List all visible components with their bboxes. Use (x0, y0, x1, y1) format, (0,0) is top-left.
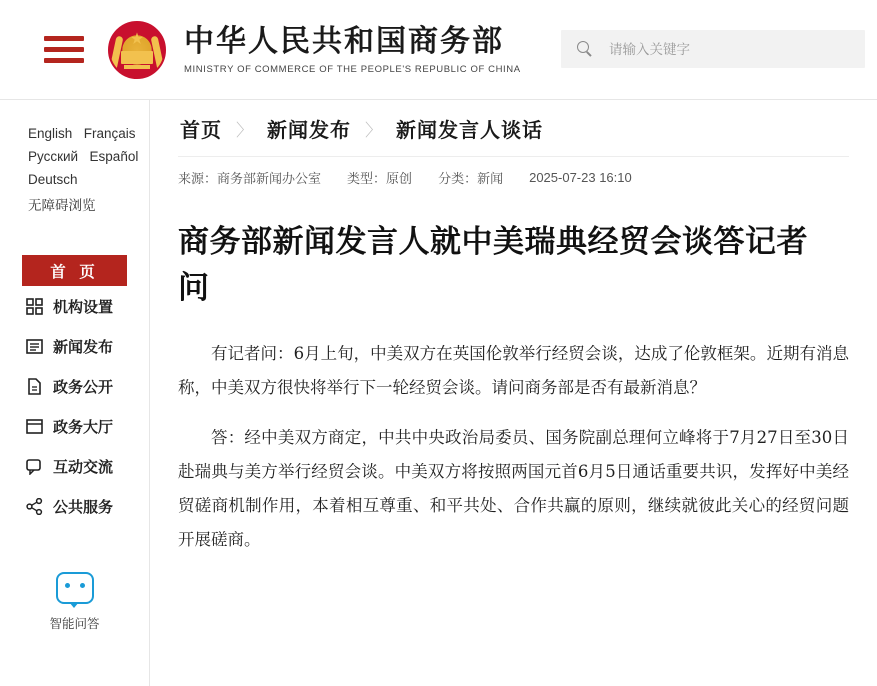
page-body (0, 100, 877, 686)
hamburger-bar (44, 36, 84, 41)
language-row (28, 122, 149, 145)
emblem-star: ★ (130, 30, 144, 46)
breadcrumb-item-home[interactable]: 首页 (180, 117, 222, 142)
chevron-right-icon: 〉 (365, 120, 382, 140)
article-paragraph: 答：经中美双方商定，中共中央政治局委员、国务院副总理何立峰将于7月27日至30日赴瑞典与美方举行经贸会谈。中美双方将按照两国元首6月5日通话重要共识，发挥好中美经贸磋商机制作用，本着相互尊重、和平共处、合作共赢的原则，继续就彼此关心的经贸问题开展磋商。 (178, 428, 849, 549)
robot-chat-icon (56, 572, 94, 604)
chevron-right-icon: 〉 (236, 120, 253, 140)
article-paragraph: 有记者问：6月上旬，中美双方在英国伦敦举行经贸会谈，达成了伦敦框架。近期有消息称，中美双方很快将举行下一轮经贸会谈。请问商务部是否有最新消息？ (178, 344, 849, 397)
sidebar-item-government-affairs[interactable] (0, 366, 149, 406)
hamburger-bar (44, 47, 84, 52)
language-row (28, 145, 149, 168)
chat-icon (26, 458, 43, 475)
sidebar-item-news[interactable] (0, 326, 149, 366)
robot-eye-right (80, 583, 85, 588)
article-body (178, 337, 849, 557)
sidebar-nav (0, 255, 149, 526)
main-content (150, 100, 877, 686)
list-icon (26, 338, 43, 355)
meta-source-label: 来源： (178, 170, 218, 186)
sidebar-item-label: 互动交流 (53, 457, 114, 476)
sidebar-item-label: 政务大厅 (53, 417, 114, 436)
emblem-gate (121, 51, 153, 64)
meta-type-value: 原创 (386, 170, 413, 186)
sidebar (0, 100, 150, 686)
meta-source (178, 168, 321, 187)
meta-source-value: 商务部新闻办公室 (217, 170, 322, 186)
sidebar-item-label: 机构设置 (53, 297, 114, 316)
site-title-en: MINISTRY OF COMMERCE OF THE PEOPLE'S REPUBLIC OF CHINA (184, 63, 521, 75)
share-icon (26, 498, 43, 515)
language-link-english[interactable]: English (28, 126, 73, 141)
breadcrumb (178, 100, 849, 156)
sidebar-item-public-service[interactable] (0, 486, 149, 526)
robot-eye-left (65, 583, 70, 588)
site-title-group (184, 25, 521, 75)
hamburger-icon[interactable] (44, 36, 84, 63)
meta-type (347, 168, 412, 187)
meta-category-value: 新闻 (477, 170, 504, 186)
breadcrumb-item-news[interactable]: 新闻发布 (267, 117, 351, 142)
language-link-russian[interactable]: Русский (28, 149, 79, 164)
meta-category (438, 168, 503, 187)
search-input[interactable] (607, 41, 841, 58)
language-link-espanol[interactable]: Español (89, 149, 139, 164)
search-box[interactable] (561, 30, 865, 68)
meta-datetime: 2025-07-23 16:10 (529, 169, 632, 185)
article-meta (178, 156, 849, 197)
smart-qa-label: 智能问答 (49, 617, 100, 631)
sidebar-item-interaction[interactable] (0, 446, 149, 486)
sidebar-item-label: 政务公开 (53, 377, 114, 396)
sidebar-item-organization[interactable] (0, 286, 149, 326)
language-row (28, 168, 149, 191)
meta-category-label: 分类： (438, 170, 478, 186)
site-title-cn: 中华人民共和国商务部 (184, 23, 504, 59)
sidebar-item-home[interactable]: 首 页 (22, 255, 127, 286)
grid-icon (26, 298, 43, 315)
window-icon (26, 418, 43, 435)
hamburger-bar (44, 58, 84, 63)
language-links (0, 122, 149, 217)
language-link-deutsch[interactable]: Deutsch (28, 172, 78, 187)
site-header (0, 0, 877, 100)
document-icon (26, 378, 43, 395)
sidebar-item-service-hall[interactable] (0, 406, 149, 446)
national-emblem-icon (108, 21, 166, 79)
meta-type-label: 类型： (347, 170, 387, 186)
language-link-francais[interactable]: Français (83, 126, 136, 141)
page-title: 商务部新闻发言人就中美瑞典经贸会谈答记者问 (178, 224, 808, 306)
smart-qa-widget[interactable] (0, 572, 149, 632)
breadcrumb-item-spokesperson[interactable]: 新闻发言人谈话 (396, 117, 543, 142)
sidebar-item-label: 公共服务 (53, 497, 114, 516)
search-icon[interactable] (577, 41, 593, 57)
accessibility-link[interactable]: 无障碍浏览 (28, 198, 96, 213)
sidebar-item-label: 新闻发布 (53, 337, 114, 356)
